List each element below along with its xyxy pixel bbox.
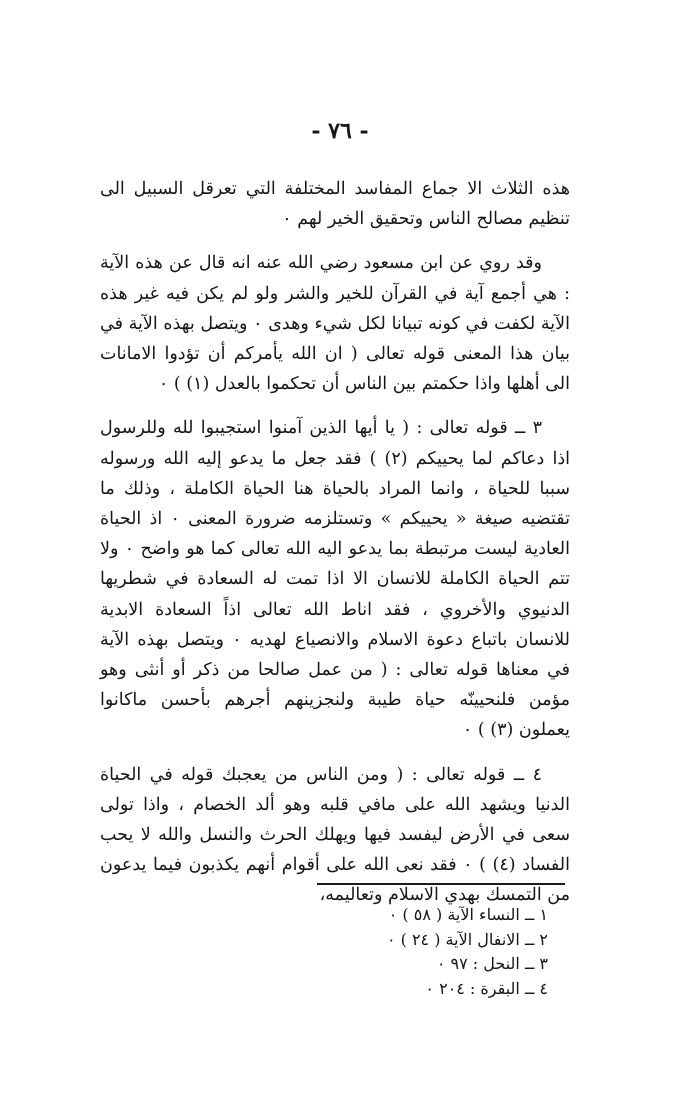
body-text (100, 174, 570, 925)
paragraph-ibn-masud: وقد روي عن ابن مسعود رضي الله عنه انه قال عن هذه الآية : هي أجمع آية في القرآن للخير والشر ولو لم يكن فيه غير هذه الآية لكفت في كونه تبيانا لكل شيء وهدى ٠ ويتصل بهذه الآية في بيان هذا المعنى قوله تعالى ( ان الله يأمركم أن تؤدوا الامانات الى أهلها واذا حكمتم بين الناس أن تحكموا بالعدل (١) ) ٠ (100, 253, 570, 395)
footnote-divider (317, 883, 565, 885)
footnote-4: ٤ ــ البقرة : ٢٠٤ ٠ (425, 978, 548, 998)
footnotes-list (248, 903, 548, 1001)
footnote-2: ٢ ــ الانفال الآية ( ٢٤ ) ٠ (386, 929, 548, 949)
footnote-3: ٣ ــ النحل : ٩٧ ٠ (436, 954, 548, 973)
paragraph-point-3: ٣ ــ قوله تعالى : ( يا أيها الذين آمنوا استجيبوا لله وللرسول اذا دعاكم لما يحييكم (٢) ) فقد جعل ما يدعو إليه الله ورسوله سببا للحياة ، وانما المراد بالحياة هنا الحياة الكاملة ، وذلك ما تقتضيه صيغة « يحييكم » وتستلزمه ضرورة المعنى ٠ اذ الحياة العادية ليست مرتبطة بما يدعو اليه الله تعالى كما هو واضح ٠ ولا تتم الحياة الكاملة للانسان الا اذا تمت له السعادة في شطريها الدنيوي والأخروي ، فقد اناط الله تعالى اذاً السعادة الابدية للانسان باتباع دعوة الاسلام والانصياع لهديه ٠ ويتصل بهذه الآية في معناها قوله تعالى : ( من عمل صالحا من ذكر أو أنثى وهو مؤمن فلنحيينّه حياة طيبة ولنجزينهم أجرهم بأحسن ماكانوا يعملون (٣) ) ٠ (100, 418, 571, 741)
paragraph-point-4: ٤ ــ قوله تعالى : ( ومن الناس من يعجبك قوله في الحياة الدنيا ويشهد الله على مافي قلبه وهو ألد الخصام ، واذا تولى سعى في الأرض ليفسد فيها ويهلك الحرث والنسل والله لا يحب الفساد (٤) ) ٠ فقد نعى الله على أقوام أنهم يكذبون فيما يدعون من التمسك بهدي الاسلام وتعاليمه، (100, 764, 570, 906)
paragraph-intro: هذه الثلاث الا جماع المفاسد المختلفة التي تعرقل السبيل الى تنظيم مصالح الناس وتحقيق الخير لهم ٠ (100, 179, 570, 230)
footnote-1: ١ ــ النساء الآية ( ٥٨ ) ٠ (388, 905, 548, 924)
page-number: - ٧٦ - (311, 118, 369, 144)
